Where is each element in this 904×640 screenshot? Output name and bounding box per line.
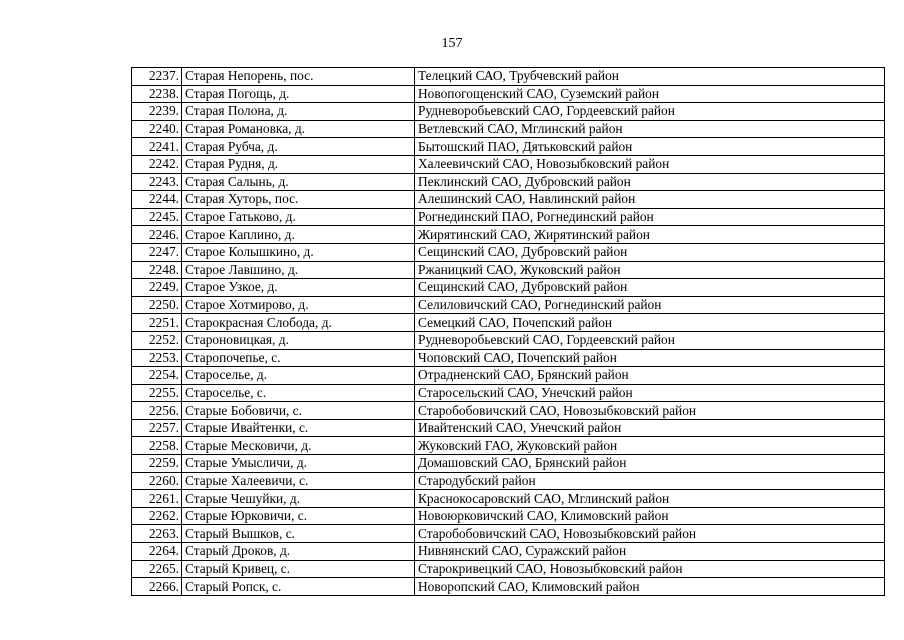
- administrative-unit-cell: Ветлевский САО, Мглинский район: [415, 120, 885, 138]
- row-number-cell: 2242.: [132, 155, 182, 173]
- settlement-name-cell: Старые Умысличи, д.: [182, 455, 415, 473]
- settlement-name-cell: Старопочепье, с.: [182, 349, 415, 367]
- settlement-name-cell: Старые Бобовичи, с.: [182, 402, 415, 420]
- administrative-unit-cell: Ржаницкий САО, Жуковский район: [415, 261, 885, 279]
- administrative-unit-cell: Пеклинский САО, Дубровский район: [415, 173, 885, 191]
- row-number-cell: 2238.: [132, 85, 182, 103]
- table-row: [132, 525, 885, 543]
- settlement-name-cell: Староселье, д.: [182, 367, 415, 385]
- row-number-cell: 2260.: [132, 472, 182, 490]
- table-row: [132, 120, 885, 138]
- settlements-table: [131, 67, 885, 596]
- row-number-cell: 2263.: [132, 525, 182, 543]
- table-row: [132, 314, 885, 332]
- table-row: [132, 560, 885, 578]
- settlement-name-cell: Старые Чешуйки, д.: [182, 490, 415, 508]
- row-number-cell: 2253.: [132, 349, 182, 367]
- administrative-unit-cell: Сещинский САО, Дубровский район: [415, 243, 885, 261]
- table-row: [132, 437, 885, 455]
- administrative-unit-cell: Старокривецкий САО, Новозыбковский район: [415, 560, 885, 578]
- page-number: 157: [441, 36, 463, 51]
- row-number-cell: 2241.: [132, 138, 182, 156]
- administrative-unit-cell: Алешинский САО, Навлинский район: [415, 191, 885, 209]
- administrative-unit-cell: Рудневоробьевский САО, Гордеевский район: [415, 103, 885, 121]
- table-row: [132, 243, 885, 261]
- table-row: [132, 191, 885, 209]
- row-number-cell: 2259.: [132, 455, 182, 473]
- table-row: [132, 349, 885, 367]
- settlement-name-cell: Старая Хуторь, пос.: [182, 191, 415, 209]
- row-number-cell: 2246.: [132, 226, 182, 244]
- administrative-unit-cell: Сещинский САО, Дубровский район: [415, 279, 885, 297]
- row-number-cell: 2255.: [132, 384, 182, 402]
- administrative-unit-cell: Семецкий САО, Почепский район: [415, 314, 885, 332]
- settlement-name-cell: Старый Вышков, с.: [182, 525, 415, 543]
- table-row: [132, 155, 885, 173]
- administrative-unit-cell: Старобобовичский САО, Новозыбковский район: [415, 525, 885, 543]
- settlement-name-cell: Старый Дроков, д.: [182, 543, 415, 561]
- settlement-name-cell: Старые Халеевичи, с.: [182, 472, 415, 490]
- row-number-cell: 2244.: [132, 191, 182, 209]
- administrative-unit-cell: Старобобовичский САО, Новозыбковский район: [415, 402, 885, 420]
- settlement-name-cell: Старокрасная Слобода, д.: [182, 314, 415, 332]
- administrative-unit-cell: Бытошский ПАО, Дятьковский район: [415, 138, 885, 156]
- row-number-cell: 2245.: [132, 208, 182, 226]
- table-row: [132, 208, 885, 226]
- settlement-name-cell: Старая Рубча, д.: [182, 138, 415, 156]
- administrative-unit-cell: Халеевичский САО, Новозыбковский район: [415, 155, 885, 173]
- table-row: [132, 68, 885, 86]
- row-number-cell: 2247.: [132, 243, 182, 261]
- row-number-cell: 2262.: [132, 507, 182, 525]
- table-row: [132, 543, 885, 561]
- settlement-name-cell: Старое Колышкино, д.: [182, 243, 415, 261]
- settlement-name-cell: Старое Хотмирово, д.: [182, 296, 415, 314]
- table-row: [132, 331, 885, 349]
- table-row: [132, 578, 885, 596]
- settlement-name-cell: Старая Непорень, пос.: [182, 68, 415, 86]
- settlement-name-cell: Старая Романовка, д.: [182, 120, 415, 138]
- administrative-unit-cell: Новоропский САО, Климовский район: [415, 578, 885, 596]
- settlement-name-cell: Старое Каплино, д.: [182, 226, 415, 244]
- row-number-cell: 2265.: [132, 560, 182, 578]
- table-row: [132, 173, 885, 191]
- table-row: [132, 85, 885, 103]
- table-row: [132, 455, 885, 473]
- row-number-cell: 2237.: [132, 68, 182, 86]
- table-row: [132, 490, 885, 508]
- settlement-name-cell: Старые Месковичи, д.: [182, 437, 415, 455]
- settlement-name-cell: Староселье, с.: [182, 384, 415, 402]
- administrative-unit-cell: Рогнединский ПАО, Рогнединский район: [415, 208, 885, 226]
- table-row: [132, 419, 885, 437]
- settlement-name-cell: Старая Рудня, д.: [182, 155, 415, 173]
- table-row: [132, 279, 885, 297]
- administrative-unit-cell: Телецкий САО, Трубчевский район: [415, 68, 885, 86]
- administrative-unit-cell: Краснокосаровский САО, Мглинский район: [415, 490, 885, 508]
- row-number-cell: 2257.: [132, 419, 182, 437]
- row-number-cell: 2239.: [132, 103, 182, 121]
- row-number-cell: 2240.: [132, 120, 182, 138]
- row-number-cell: 2252.: [132, 331, 182, 349]
- row-number-cell: 2266.: [132, 578, 182, 596]
- table-row: [132, 367, 885, 385]
- table-row: [132, 296, 885, 314]
- table-body: [132, 68, 885, 596]
- settlement-name-cell: Старый Ропск, с.: [182, 578, 415, 596]
- table-row: [132, 507, 885, 525]
- settlement-name-cell: Старая Погощь, д.: [182, 85, 415, 103]
- row-number-cell: 2261.: [132, 490, 182, 508]
- administrative-unit-cell: Ивайтенский САО, Унечский район: [415, 419, 885, 437]
- administrative-unit-cell: Отрадненский САО, Брянский район: [415, 367, 885, 385]
- administrative-unit-cell: Новопогощенский САО, Суземский район: [415, 85, 885, 103]
- row-number-cell: 2264.: [132, 543, 182, 561]
- administrative-unit-cell: Рудневоробьевский САО, Гордеевский район: [415, 331, 885, 349]
- row-number-cell: 2243.: [132, 173, 182, 191]
- row-number-cell: 2254.: [132, 367, 182, 385]
- table-row: [132, 402, 885, 420]
- table-row: [132, 472, 885, 490]
- administrative-unit-cell: Жуковский ГАО, Жуковский район: [415, 437, 885, 455]
- row-number-cell: 2256.: [132, 402, 182, 420]
- row-number-cell: 2250.: [132, 296, 182, 314]
- settlement-name-cell: Старые Юрковичи, с.: [182, 507, 415, 525]
- administrative-unit-cell: Чоповский САО, Почепский район: [415, 349, 885, 367]
- row-number-cell: 2248.: [132, 261, 182, 279]
- row-number-cell: 2251.: [132, 314, 182, 332]
- administrative-unit-cell: Домашовский САО, Брянский район: [415, 455, 885, 473]
- settlement-name-cell: Старый Кривец, с.: [182, 560, 415, 578]
- row-number-cell: 2258.: [132, 437, 182, 455]
- settlement-name-cell: Старое Узкое, д.: [182, 279, 415, 297]
- administrative-unit-cell: Селиловичский САО, Рогнединский район: [415, 296, 885, 314]
- settlement-name-cell: Старое Гатьково, д.: [182, 208, 415, 226]
- settlement-name-cell: Старое Лавшино, д.: [182, 261, 415, 279]
- row-number-cell: 2249.: [132, 279, 182, 297]
- administrative-unit-cell: Старосельский САО, Унечский район: [415, 384, 885, 402]
- table-row: [132, 103, 885, 121]
- table-row: [132, 138, 885, 156]
- settlement-name-cell: Староновицкая, д.: [182, 331, 415, 349]
- administrative-unit-cell: Стародубский район: [415, 472, 885, 490]
- settlement-name-cell: Старая Салынь, д.: [182, 173, 415, 191]
- administrative-unit-cell: Жирятинский САО, Жирятинский район: [415, 226, 885, 244]
- table-row: [132, 384, 885, 402]
- administrative-unit-cell: Новоюрковичский САО, Климовский район: [415, 507, 885, 525]
- administrative-unit-cell: Нивнянский САО, Суражский район: [415, 543, 885, 561]
- table-row: [132, 261, 885, 279]
- settlement-name-cell: Старая Полона, д.: [182, 103, 415, 121]
- table-row: [132, 226, 885, 244]
- settlement-name-cell: Старые Ивайтенки, с.: [182, 419, 415, 437]
